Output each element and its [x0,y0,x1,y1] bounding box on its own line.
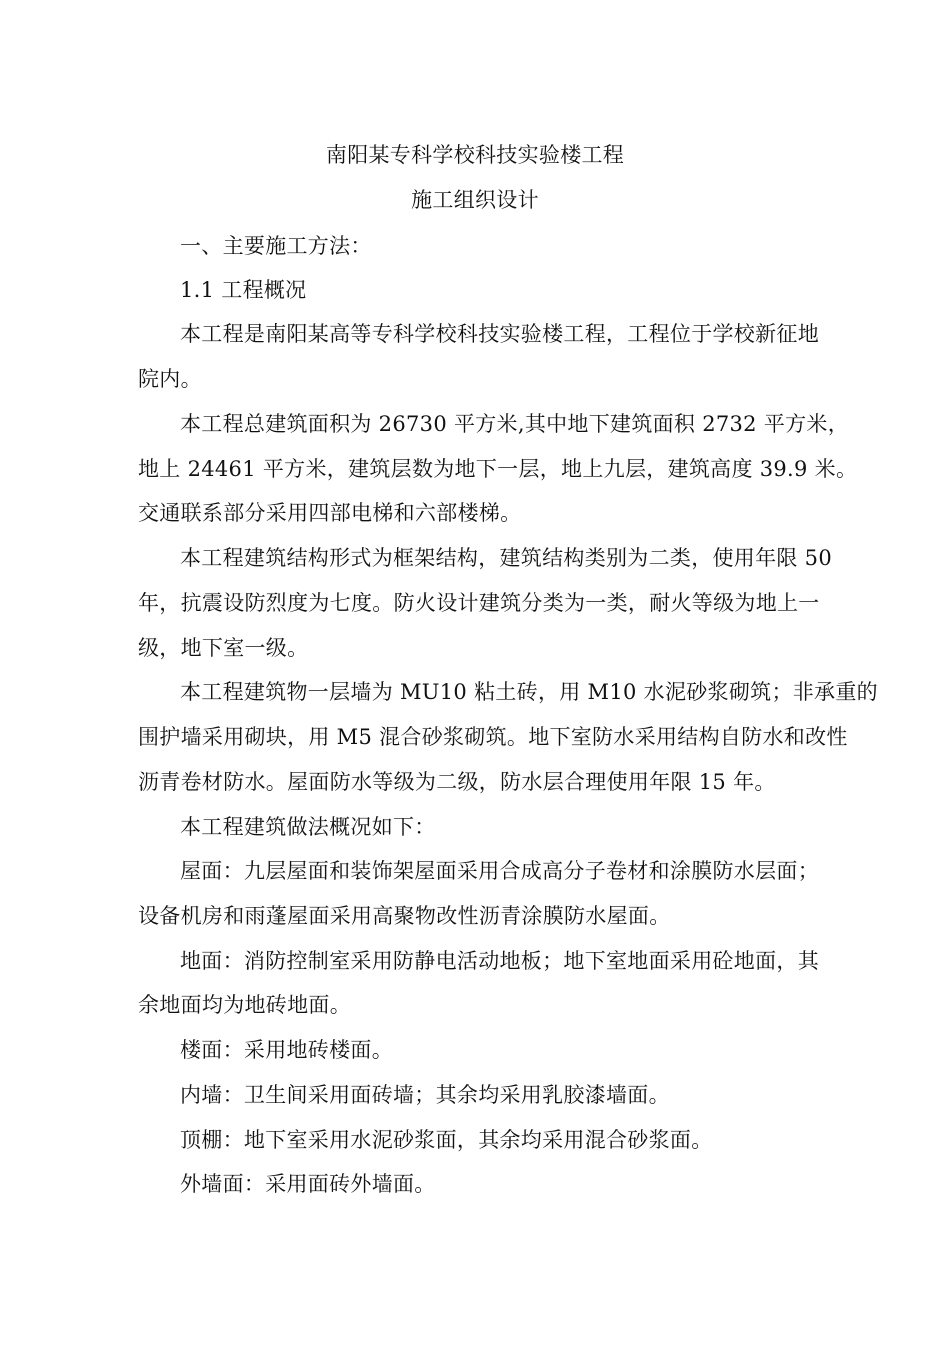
paragraph-line: 本工程建筑做法概况如下： [180,815,436,839]
document-subtitle: 施工组织设计 [411,188,539,212]
paragraph-line: 沥青卷材防水。屋面防水等级为二级，防水层合理使用年限 15 年。 [138,770,776,794]
paragraph-line: 交通联系部分采用四部电梯和六部楼梯。 [138,501,522,525]
paragraph-line: 地面：消防控制室采用防静电活动地板；地下室地面采用砼地面，其 [180,949,819,973]
paragraph-line: 本工程是南阳某高等专科学校科技实验楼工程，工程位于学校新征地 [180,322,819,346]
paragraph-line: 楼面：采用地砖楼面。 [180,1038,393,1062]
paragraph-line: 本工程建筑结构形式为框架结构，建筑结构类别为二类，使用年限 50 [180,546,832,570]
paragraph-line: 地上 24461 平方米，建筑层数为地下一层，地上九层，建筑高度 39.9 米。 [138,457,858,481]
paragraph-line: 设备机房和雨蓬屋面采用高聚物改性沥青涂膜防水屋面。 [138,904,671,928]
paragraph-line: 本工程总建筑面积为 26730 平方米,其中地下建筑面积 2732 平方米， [180,412,850,436]
section-heading: 一、主要施工方法： [180,234,372,258]
paragraph-line: 内墙：卫生间采用面砖墙；其余均采用乳胶漆墙面。 [180,1083,670,1107]
document-title: 南阳某专科学校科技实验楼工程 [325,143,625,167]
paragraph-line: 屋面：九层屋面和装饰架屋面采用合成高分子卷材和涂膜防水层面； [180,859,819,883]
paragraph-line: 级，地下室一级。 [138,636,309,660]
paragraph-line: 顶棚：地下室采用水泥砂浆面，其余均采用混合砂浆面。 [180,1128,713,1152]
paragraph-line: 院内。 [138,367,202,391]
paragraph-line: 外墙面：采用面砖外墙面。 [180,1172,436,1196]
paragraph-line: 围护墙采用砌块，用 M5 混合砂浆砌筑。地下室防水采用结构自防水和改性 [138,725,848,749]
subsection-heading: 1.1 工程概况 [180,278,307,302]
paragraph-line: 年，抗震设防烈度为七度。防火设计建筑分类为一类，耐火等级为地上一 [138,591,820,615]
paragraph-line: 余地面均为地砖地面。 [138,993,351,1017]
paragraph-line: 本工程建筑物一层墙为 MU10 粘土砖，用 M10 水泥砂浆砌筑；非承重的 [180,680,878,704]
